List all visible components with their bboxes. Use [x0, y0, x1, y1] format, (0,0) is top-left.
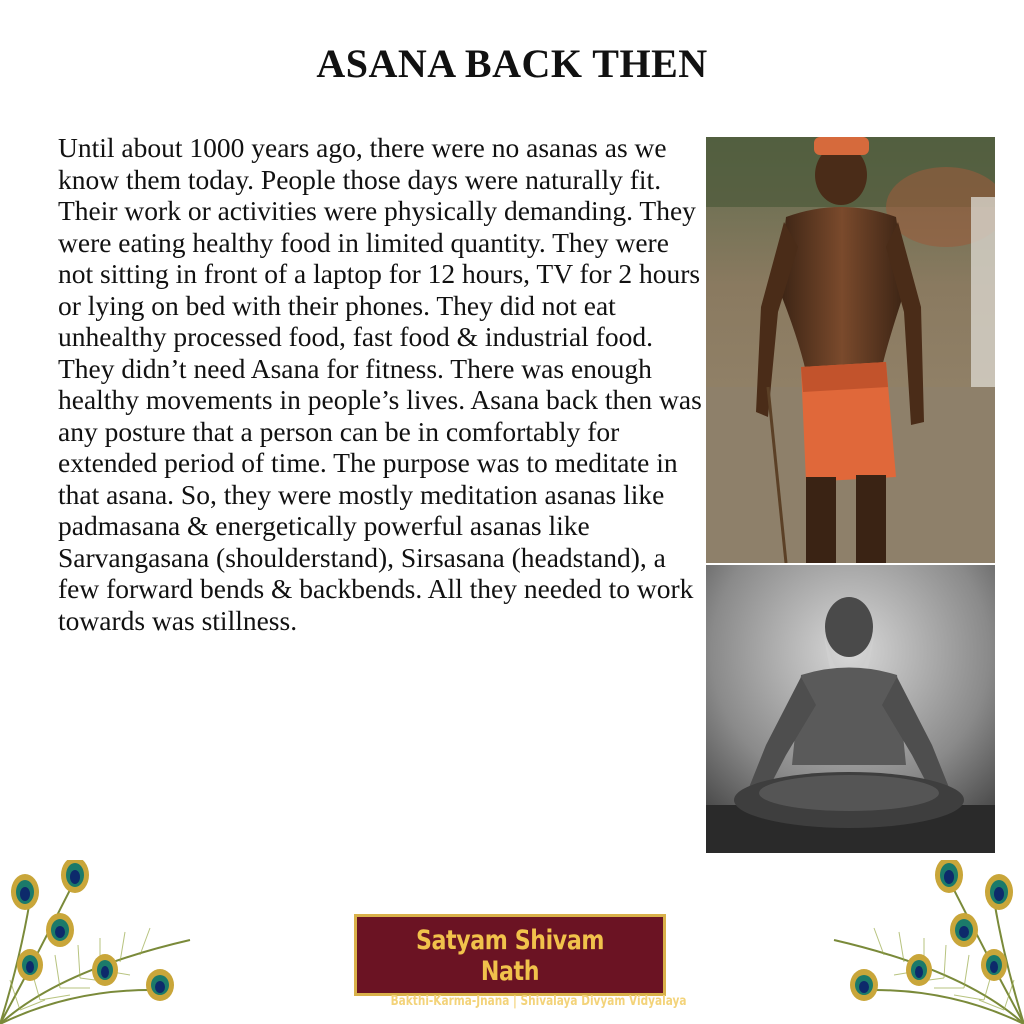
page-title: ASANA BACK THEN [316, 41, 708, 86]
logo-tagline: Bakthi-Karma-Jnana | Shivalaya Divyam Vidyalaya [390, 993, 687, 1009]
peacock-feather-icon [0, 860, 200, 1024]
logo-name: Satyam Shivam Nath [415, 925, 605, 987]
body-text: Until about 1000 years ago, there were no asanas as we know them today. People those days were naturally fit. Their work or activities were physically demanding. They were eating healthy food in limited quantity. They were not sitting in front of a laptop for 12 hours, TV for 2 hours or lying on bed with their phones. They did not eat unhealthy processed food, fast food & industrial food. They didn’t need Asana for fitness. There was enough healthy movements in people’s lives. Asana back then was any posture that a person can be in comfortably for extended period of time. The purpose was to meditate in that asana. So, they were mostly meditation asanas like padmasana & energetically powerful asanas like Sarvangasana (shoulderstand), Sirsasana (headstand), a few forward bends & backbends. All they needed to work towards was stillness. [58, 132, 702, 636]
photo-meditating-yogi [706, 565, 995, 853]
brand-logo [354, 914, 687, 1009]
peacock-feather-icon [828, 860, 1024, 1024]
photo-standing-man [706, 137, 995, 563]
